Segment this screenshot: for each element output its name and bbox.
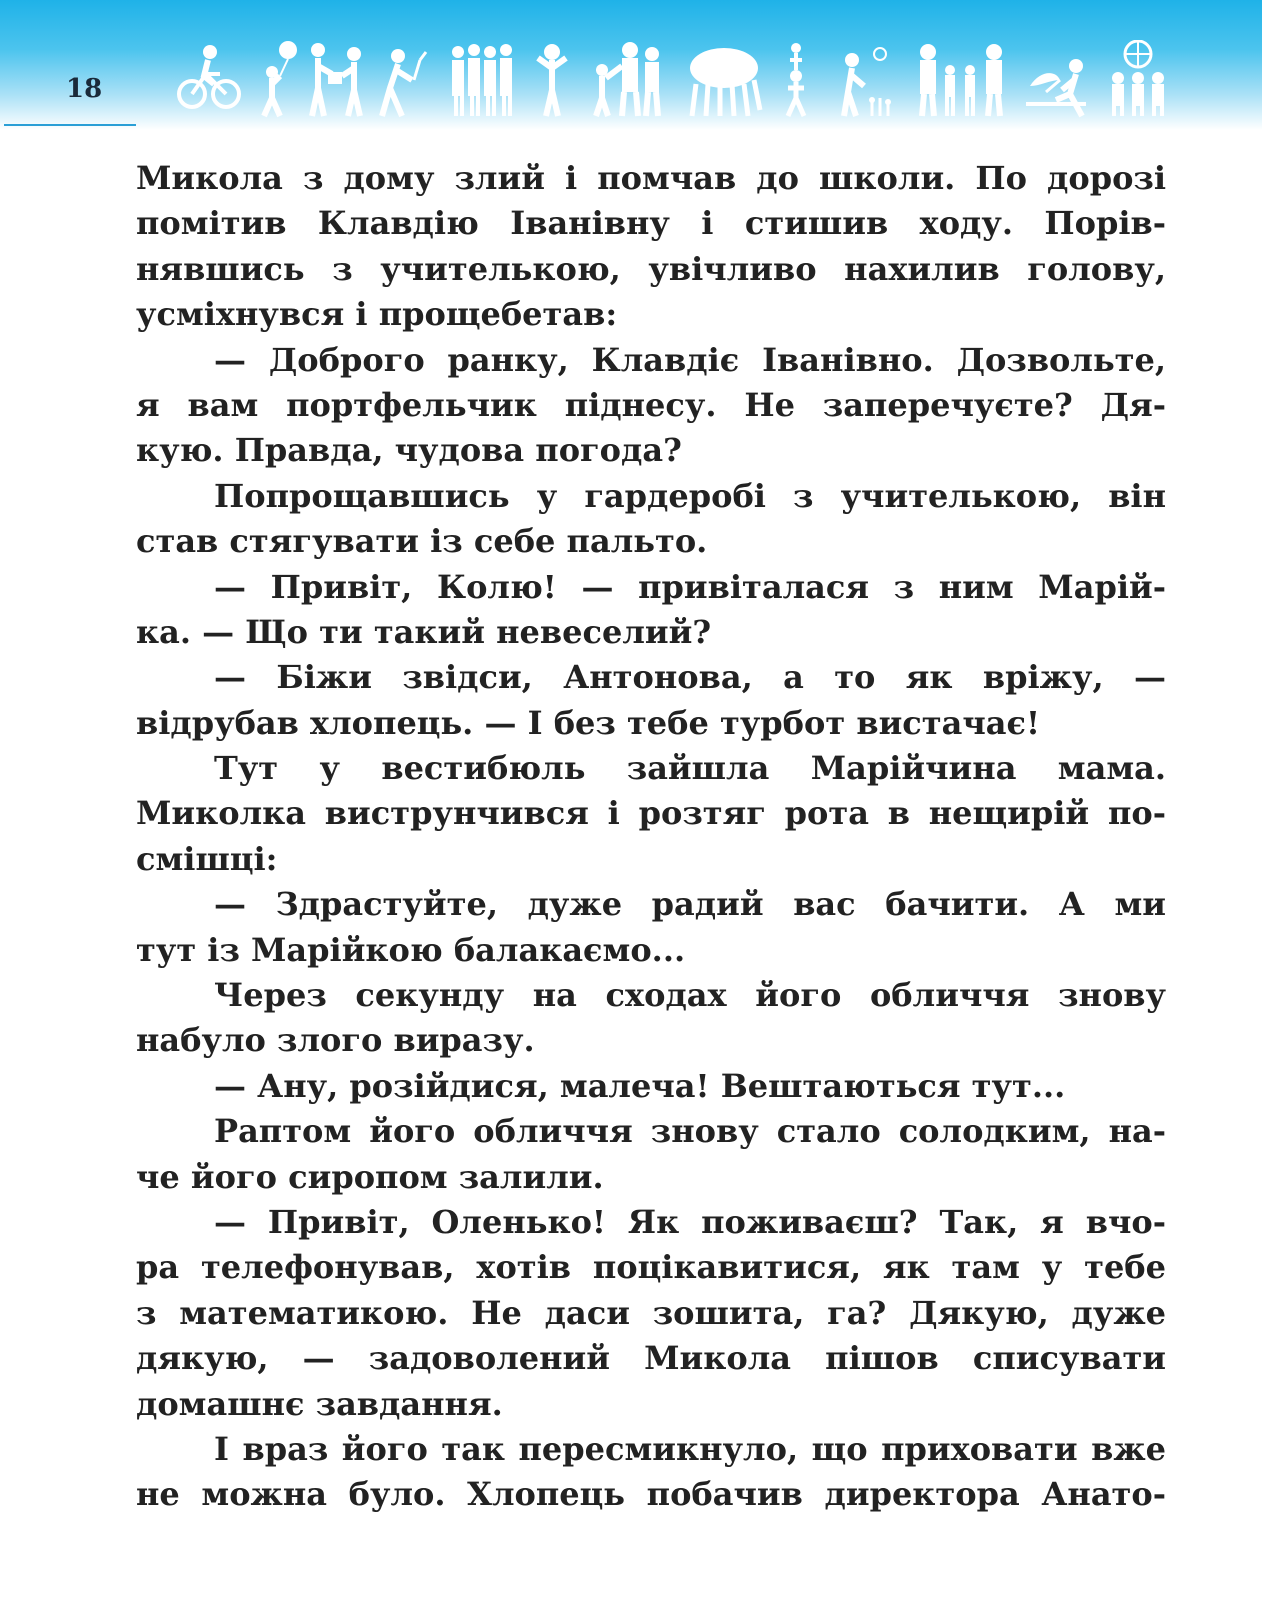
story-text <box>136 156 1166 1518</box>
text-line: — Привіт, Колю! — привіталася з ним Марій- <box>214 567 1166 606</box>
text-line: усміхнувся і прощебетав: <box>136 295 618 334</box>
text-line: не можна було. Хлопець побачив директора Анато- <box>136 1475 1166 1514</box>
text-line: — Привіт, Оленько! Як поживаєш? Так, я вчо- <box>214 1202 1166 1241</box>
text-line: ра телефонував, хотів поцікавитися, як там у тебе <box>136 1248 1166 1287</box>
text-line: відрубав хлопець. — І без тебе турбот вистачає! <box>136 703 1041 742</box>
group-of-people-icon <box>452 44 512 116</box>
people-with-gift-icon <box>311 43 361 116</box>
text-line: Через секунду на сходах його обличчя знову <box>214 976 1166 1015</box>
text-line: — Ану, розійдися, малеча! Вештаються тут... <box>214 1066 1066 1105</box>
planting-icon <box>1026 59 1086 116</box>
teacher-icon <box>538 44 566 116</box>
child-with-balloon-icon <box>264 41 297 116</box>
text-line: че його сиропом залили. <box>136 1157 604 1196</box>
text-line: І враз його так пересмикнуло, що приховати вже <box>214 1429 1166 1468</box>
text-line: Микола з дому злий і помчав до школи. По дорозі <box>136 159 1166 197</box>
text-line: я вам портфельчик піднесу. Не заперечуєте? Дя- <box>136 385 1166 424</box>
cyclist-icon <box>179 45 239 107</box>
text-line: Миколка виструнчився і розтяг рота в нещирій по- <box>136 794 1166 833</box>
page-number: 18 <box>66 74 103 104</box>
text-line: ка. — Що ти такий невеселий? <box>136 612 712 651</box>
family-icon <box>920 44 1002 116</box>
adult-and-child-icon <box>596 42 659 116</box>
text-line: — Біжи звідси, Антонова, а то як вріжу, — <box>214 658 1166 697</box>
text-line: став стягувати із себе пальто. <box>136 522 708 561</box>
text-line: набуло злого виразу. <box>136 1021 535 1060</box>
text-line: Тут у вестибюль зайшла Марійчина мама. <box>214 749 1166 788</box>
header-figures-strip <box>176 40 1176 120</box>
text-line: кую. Правда, чудова погода? <box>136 431 682 470</box>
text-line: домашнє завдання. <box>136 1384 503 1423</box>
text-line: Попрощавшись у гардеробі з учителькою, він <box>214 476 1166 515</box>
text-line: дякую, — задоволений Микола пішов списувати <box>136 1339 1166 1378</box>
people-with-globe-icon <box>1112 41 1164 116</box>
acrobats-icon <box>788 43 804 116</box>
text-line: Раптом його обличчя знову стало солодким, на- <box>214 1112 1166 1151</box>
text-line: — Здрастуйте, дуже радий вас бачити. А ми <box>214 885 1166 924</box>
text-line: нявшись з учителькою, увічливо нахилив голову, <box>136 249 1166 288</box>
gardener-icon <box>382 49 426 116</box>
person-with-plants-icon <box>844 48 891 116</box>
page-number-underline <box>4 124 136 126</box>
text-line: з математикою. Не даси зошита, га? Дякую, дуже <box>136 1293 1166 1332</box>
text-line: помітив Клавдію Іванівну і стишив ходу. Порів- <box>136 204 1166 243</box>
text-line: — Доброго ранку, Клавдіє Іванівно. Дозвольте, <box>214 340 1166 379</box>
text-line: смішці: <box>136 839 278 878</box>
crowd-icon <box>690 48 760 116</box>
text-line: тут із Марійкою балакаємо... <box>136 930 686 969</box>
